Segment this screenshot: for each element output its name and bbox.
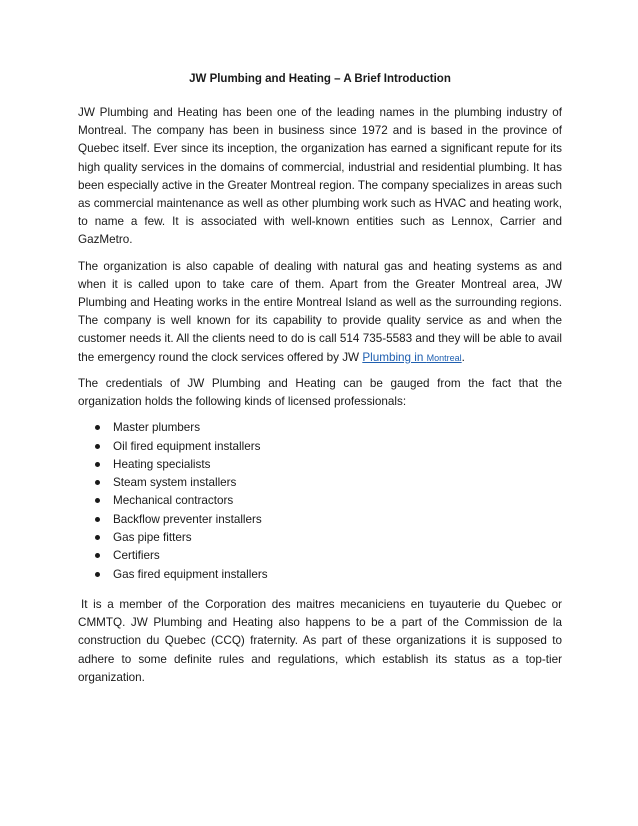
list-item: Mechanical contractors: [93, 492, 562, 510]
list-item: Gas pipe fitters: [93, 529, 562, 547]
link-text-small[interactable]: Montreal: [426, 352, 462, 363]
paragraph-intro: JW Plumbing and Heating has been one of the leading names in the plumbing industry of Montreal. The company has been in business since 1972 and is based in the province of Quebec itself. Ever since its inception, the organization has earned a significant repute for its high quality services in the domains of commercial, industrial and residential plumbing. It has been especially active in the Greater Montreal region. The company specializes in areas such as commercial maintenance as well as other plumbing work such as HVAC and heating work, to name a few. It is associated with well-known entities such as Lennox, Carrier and GazMetro.: [78, 106, 562, 247]
list-item: Master plumbers: [93, 419, 562, 437]
paragraph-membership: It is a member of the Corporation des maitres mecaniciens en tuyauterie du Quebec or CMMTQ. JW Plumbing and Heating also happens to be a part of the Commission de la construction du Quebec (CCQ) fraternity. As part of these organizations it is supposed to adhere to some definite rules and regulations, which establish its status as a top-tier organization.: [78, 597, 562, 684]
link-text-main[interactable]: Plumbing in: [362, 350, 427, 364]
document-page: [78, 70, 562, 695]
list-item: Heating specialists: [93, 456, 562, 474]
plumbing-montreal-link[interactable]: [362, 351, 461, 364]
list-item: Steam system installers: [93, 474, 562, 492]
list-item: Gas fired equipment installers: [93, 566, 562, 584]
list-item: Certifiers: [93, 547, 562, 565]
professionals-list: [78, 419, 562, 584]
paragraph-services-text: The organization is also capable of dealing with natural gas and heating systems as and when it is called upon to take care of them. Apart from the Greater Montreal area, JW Plumbing and Heating works in the entire Montreal Island as well as the surrounding regions. The company is well known for its capability to provide quality service as and when the customer needs it. All the clients need to do is call 514 735-5583 and they will be able to avail the emergency round the clock services offered by JW: [78, 259, 562, 364]
paragraph-credentials: The credentials of JW Plumbing and Heating can be gauged from the fact that the organization holds the following kinds of licensed professionals:: [78, 376, 562, 409]
list-item: Oil fired equipment installers: [93, 438, 562, 456]
list-item: Backflow preventer installers: [93, 511, 562, 529]
paragraph-services: [78, 258, 562, 367]
document-title: JW Plumbing and Heating – A Brief Introduction: [189, 73, 451, 85]
paragraph-services-end: .: [461, 350, 465, 364]
